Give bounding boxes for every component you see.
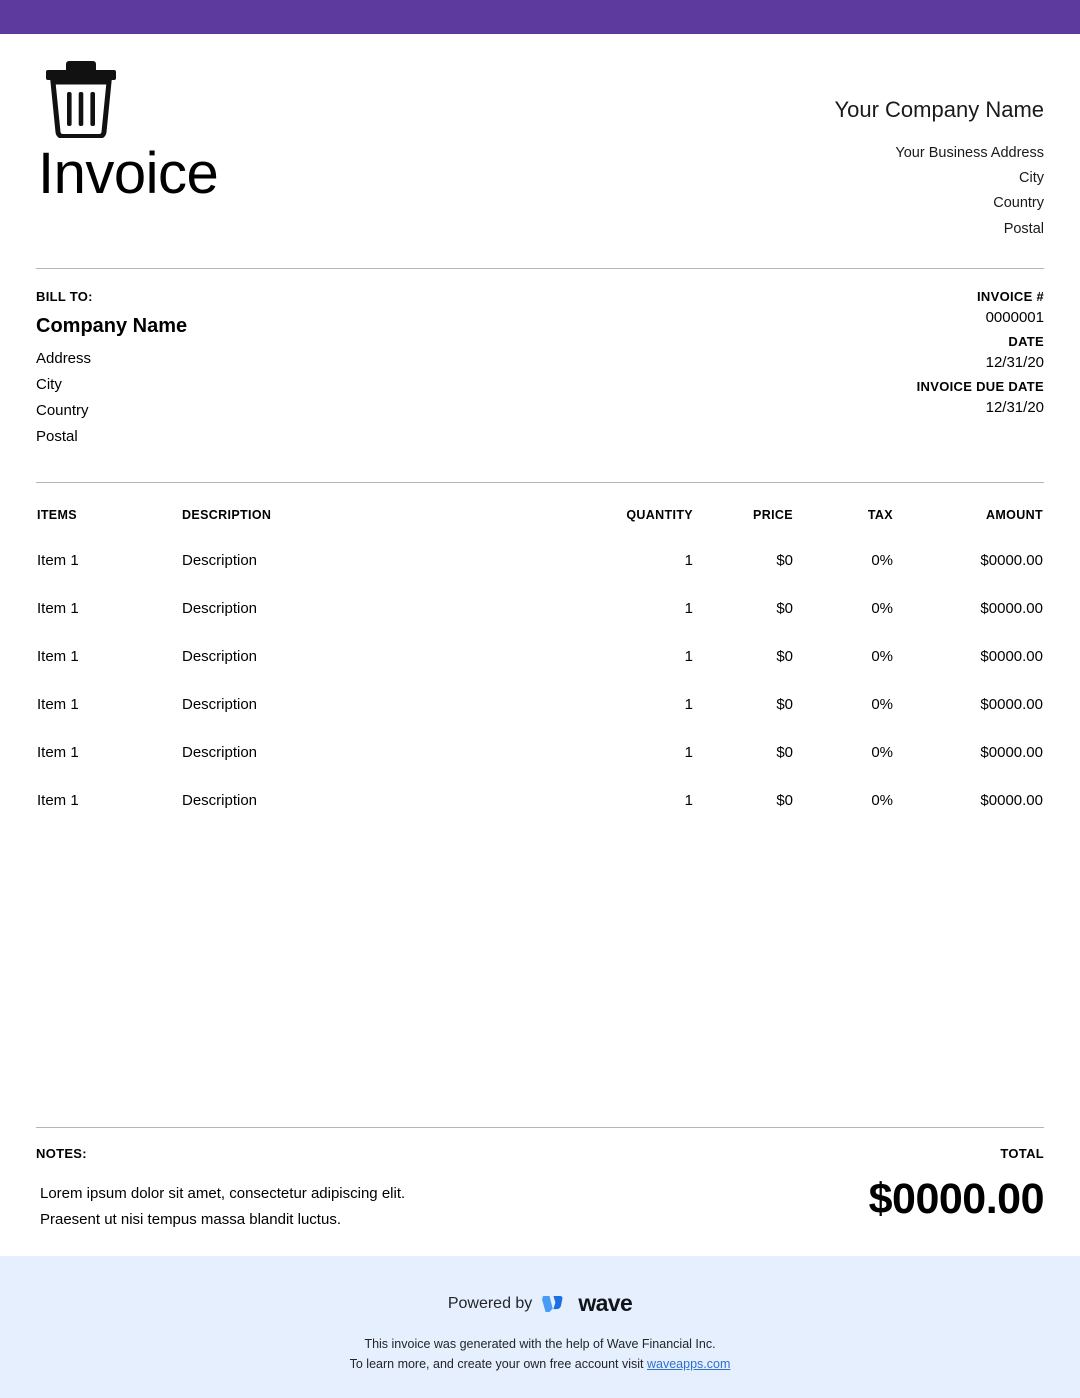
top-accent-bar — [0, 0, 1080, 34]
table-row — [36, 768, 1044, 816]
cell-price: $0 — [776, 791, 793, 809]
cell-tax: 0% — [871, 743, 893, 761]
cell-amount: $0000.00 — [980, 599, 1043, 617]
column-header-price: PRICE — [753, 507, 793, 522]
cell-quantity: 1 — [684, 743, 693, 761]
column-header-description: DESCRIPTION — [182, 507, 272, 522]
invoice-header — [36, 34, 1044, 242]
cell-tax: 0% — [871, 599, 893, 617]
powered-by-label: Powered by — [447, 1294, 533, 1312]
company-address-line: Postal — [1003, 220, 1044, 237]
trash-can-icon — [38, 56, 218, 138]
notes-and-total — [36, 1128, 1044, 1256]
cell-quantity: 1 — [684, 551, 693, 569]
invoice-number-label: INVOICE # — [977, 289, 1044, 305]
cell-quantity: 1 — [684, 647, 693, 665]
table-row — [36, 576, 1044, 624]
company-address-line: Your Business Address — [895, 144, 1044, 161]
client-name: Company Name — [36, 315, 188, 338]
company-address-line: City — [1019, 169, 1044, 186]
cell-amount: $0000.00 — [980, 791, 1043, 809]
wave-wordmark: wave — [578, 1290, 633, 1317]
table-row — [36, 672, 1044, 720]
bill-to-block — [36, 289, 187, 450]
cell-item: Item 1 — [37, 551, 79, 569]
table-row — [36, 528, 1044, 576]
column-header-amount: AMOUNT — [986, 507, 1043, 522]
cell-tax: 0% — [871, 551, 893, 569]
cell-item: Item 1 — [37, 695, 79, 713]
company-name: Your Company Name — [834, 97, 1044, 122]
footer-fine-print — [0, 1335, 1080, 1374]
footer-line-2-text: To learn more, and create your own free account visit — [349, 1356, 647, 1371]
cell-item: Item 1 — [37, 647, 79, 665]
cell-tax: 0% — [871, 791, 893, 809]
items-table-header-row — [36, 507, 1044, 528]
cell-quantity: 1 — [684, 695, 693, 713]
invoice-date-value: 12/31/20 — [985, 354, 1044, 372]
wave-logo-icon — [541, 1293, 571, 1315]
cell-amount: $0000.00 — [980, 695, 1043, 713]
cell-tax: 0% — [871, 647, 893, 665]
cell-quantity: 1 — [684, 791, 693, 809]
table-row — [36, 720, 1044, 768]
cell-item: Item 1 — [37, 599, 79, 617]
billing-divider — [36, 482, 1044, 483]
total-label: TOTAL — [1000, 1146, 1044, 1162]
cell-tax: 0% — [871, 695, 893, 713]
notes-label: NOTES: — [36, 1146, 87, 1162]
client-address-line: Address — [36, 350, 92, 368]
invoice-meta-block — [814, 289, 1044, 450]
cell-item: Item 1 — [37, 791, 79, 809]
items-table-wrapper — [36, 507, 1044, 816]
cell-description: Description — [182, 791, 258, 809]
cell-description: Description — [182, 599, 258, 617]
column-header-items: ITEMS — [37, 507, 77, 522]
cell-description: Description — [182, 647, 258, 665]
invoice-due-date-label: INVOICE DUE DATE — [916, 379, 1044, 395]
cell-item: Item 1 — [37, 743, 79, 761]
invoice-footer — [0, 1256, 1080, 1398]
logo-and-title — [36, 56, 218, 205]
cell-price: $0 — [776, 743, 793, 761]
cell-price: $0 — [776, 647, 793, 665]
column-header-tax: TAX — [867, 507, 893, 522]
company-address-line: Country — [993, 195, 1044, 212]
cell-amount: $0000.00 — [980, 743, 1043, 761]
column-header-quantity: QUANTITY — [626, 507, 693, 522]
client-address-line: City — [36, 376, 62, 394]
cell-price: $0 — [776, 599, 793, 617]
cell-amount: $0000.00 — [980, 551, 1043, 569]
invoice-date-label: DATE — [1008, 334, 1044, 350]
invoice-number-value: 0000001 — [985, 309, 1044, 327]
cell-description: Description — [182, 743, 258, 761]
wave-brand — [541, 1290, 632, 1317]
bill-to-label: BILL TO: — [36, 289, 93, 305]
page-title: Invoice — [38, 141, 219, 206]
invoice-content — [0, 34, 1080, 1256]
footer-line-2 — [0, 1355, 1080, 1374]
client-address-line: Country — [36, 401, 89, 419]
total-amount: $0000.00 — [868, 1175, 1044, 1224]
powered-by-row — [0, 1290, 1080, 1317]
footer-line-1: This invoice was generated with the help of Wave Financial Inc. — [364, 1337, 716, 1352]
cell-price: $0 — [776, 695, 793, 713]
notes-line: Praesent ut nisi tempus massa blandit luctus. — [40, 1211, 341, 1229]
items-table — [36, 507, 1044, 816]
waveapps-link[interactable]: waveapps.com — [647, 1356, 731, 1371]
company-info — [834, 56, 1044, 242]
notes-block — [36, 1146, 405, 1232]
total-block — [869, 1146, 1044, 1224]
cell-price: $0 — [776, 551, 793, 569]
table-row — [36, 624, 1044, 672]
invoice-due-date-value: 12/31/20 — [985, 399, 1044, 417]
billing-section — [36, 269, 1044, 456]
cell-description: Description — [182, 695, 258, 713]
cell-amount: $0000.00 — [980, 647, 1043, 665]
notes-line: Lorem ipsum dolor sit amet, consectetur adipiscing elit. — [40, 1185, 406, 1203]
client-address-line: Postal — [36, 427, 78, 445]
cell-quantity: 1 — [684, 599, 693, 617]
cell-description: Description — [182, 551, 258, 569]
